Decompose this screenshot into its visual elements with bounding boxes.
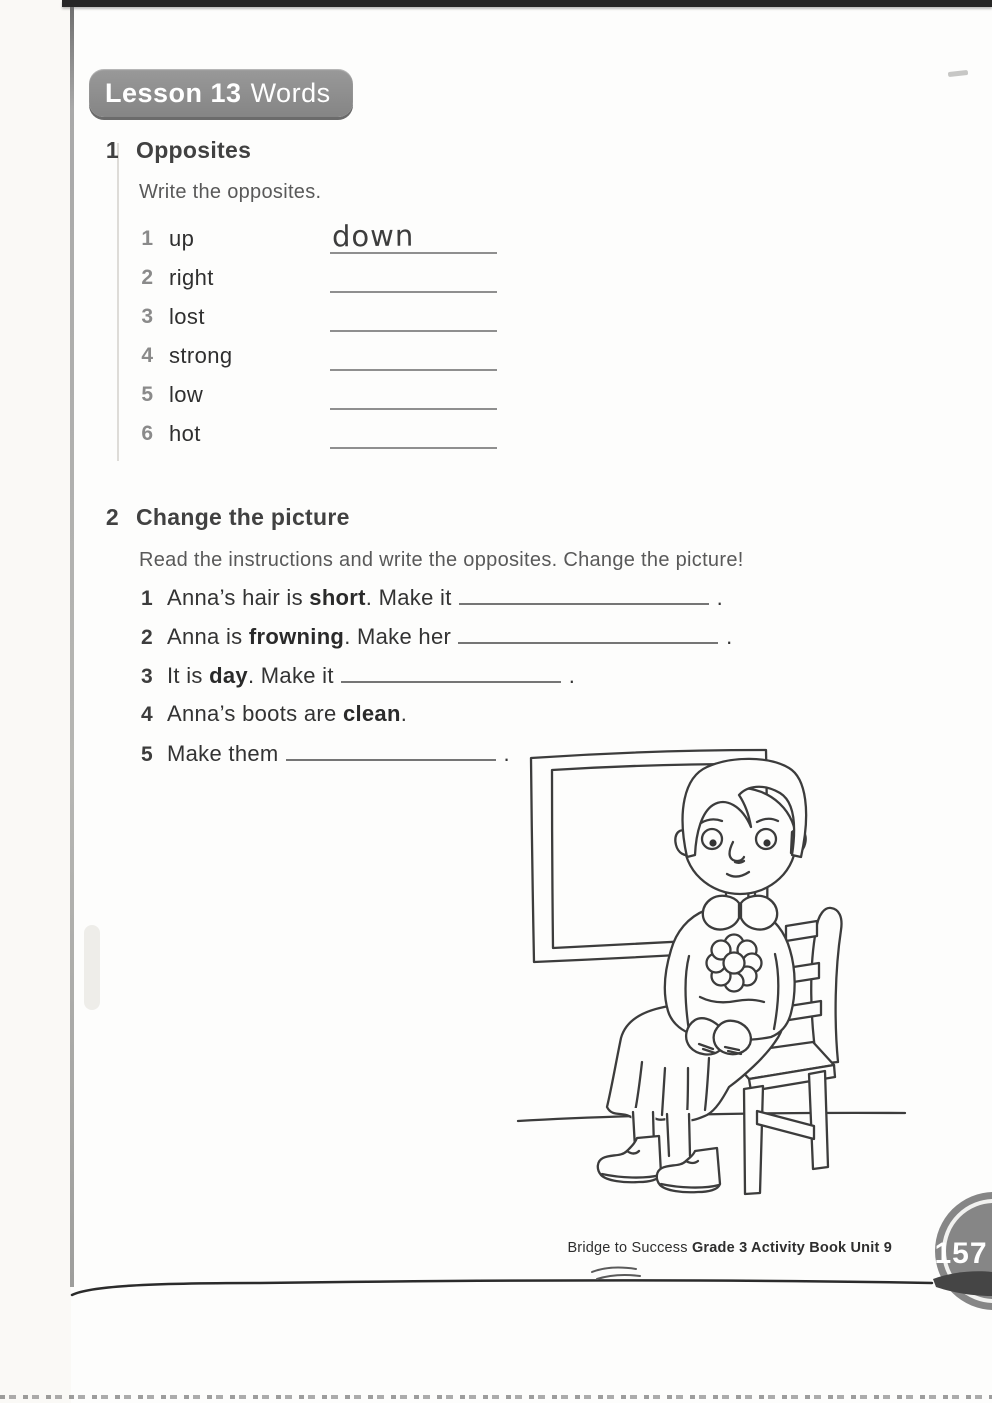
- opposite-word: up: [169, 226, 195, 251]
- floor-line: [518, 1113, 905, 1121]
- scan-bottom-edge: [0, 1263, 992, 1308]
- keyword: clean: [342, 701, 401, 726]
- opposites-row: [138, 218, 528, 260]
- section1-heading: [104, 137, 251, 164]
- item-number: 3: [141, 665, 153, 688]
- page-spine-line: [70, 7, 74, 1287]
- sentence-row: [138, 616, 898, 655]
- sentence-period: .: [716, 585, 724, 610]
- sentence-text: . Make it: [247, 663, 334, 688]
- opposites-row: [138, 416, 528, 455]
- opposite-word: hot: [169, 421, 201, 446]
- answer-line[interactable]: [330, 338, 497, 371]
- keyword: frowning: [248, 624, 345, 649]
- section2-number: 2: [105, 504, 119, 530]
- item-number: 2: [141, 626, 153, 649]
- item-number: 4: [141, 344, 153, 367]
- sentence-text: .: [400, 701, 408, 726]
- sentence-text: Anna is: [167, 624, 249, 649]
- section2-instruction: Read the instructions and write the opposites. Change the picture!: [139, 549, 744, 571]
- sentence-row: [138, 655, 898, 694]
- sentence-text: Anna’s boots are: [167, 701, 343, 726]
- left-page-margin: [0, 0, 71, 1403]
- keyword: day: [209, 663, 248, 688]
- lesson-number-label: Lesson 13: [105, 77, 242, 108]
- opposite-word: strong: [169, 343, 233, 368]
- opposites-list: [138, 218, 528, 455]
- page-number: 157: [934, 1237, 988, 1270]
- item-number: 1: [141, 227, 153, 250]
- sentence-text: Anna’s hair is: [167, 585, 310, 610]
- answer-blank[interactable]: [341, 655, 561, 683]
- item-number: 3: [141, 305, 153, 328]
- section2-heading: [104, 504, 350, 531]
- opposites-row: [138, 260, 528, 299]
- sentence-text: It is: [167, 663, 210, 688]
- item-number: 5: [141, 383, 153, 406]
- lesson-header-badge: [89, 69, 353, 117]
- opposites-row: [138, 299, 528, 338]
- section1-number: 1: [105, 137, 119, 163]
- sentence-text: . Make it: [365, 585, 452, 610]
- scan-top-edge: [62, 0, 992, 7]
- scan-artifact-line: [117, 143, 119, 461]
- answer-blank[interactable]: [286, 733, 496, 761]
- section1-title: Opposites: [136, 137, 252, 163]
- answer-line[interactable]: [330, 377, 497, 410]
- flower-on-sweater: [707, 935, 762, 992]
- opposites-row: [138, 377, 528, 416]
- item-number: 5: [141, 743, 153, 766]
- answer-line[interactable]: [330, 218, 497, 254]
- footer-book-prefix: Bridge to Success: [567, 1240, 692, 1256]
- answer-blank[interactable]: [458, 616, 718, 644]
- answer-line[interactable]: [330, 299, 497, 332]
- answer-line[interactable]: [330, 260, 497, 293]
- sentence-text: Make them: [167, 741, 279, 766]
- footer-book-bold: Grade 3 Activity Book Unit 9: [691, 1240, 892, 1256]
- opposite-word: right: [169, 265, 214, 290]
- item-number: 2: [141, 266, 153, 289]
- item-number: 6: [141, 422, 153, 445]
- answer-line[interactable]: [330, 416, 497, 449]
- keyword: short: [309, 585, 366, 610]
- answer-blank[interactable]: [459, 577, 709, 605]
- sentence-period: .: [568, 663, 576, 688]
- opposite-word: lost: [169, 304, 205, 329]
- item-number: 4: [141, 703, 153, 726]
- section1-instruction: Write the opposites.: [139, 181, 322, 203]
- handwritten-answer: down: [331, 218, 415, 254]
- footer-book-title: [500, 1240, 892, 1256]
- item-number: 1: [141, 587, 153, 610]
- girl-on-chair-illustration: [500, 728, 980, 1210]
- lesson-title-label: Words: [250, 77, 331, 108]
- opposite-word: low: [169, 382, 204, 407]
- sentence-text: . Make her: [344, 624, 452, 649]
- sentence-period: .: [503, 741, 510, 766]
- sentence-period: .: [726, 624, 733, 649]
- sentence-row: [138, 577, 898, 616]
- scan-mark: [948, 70, 968, 77]
- scan-noise-strip: [0, 1395, 992, 1399]
- section2-title: Change the picture: [136, 504, 350, 530]
- scan-smudge: [84, 925, 100, 1010]
- opposites-row: [138, 338, 528, 377]
